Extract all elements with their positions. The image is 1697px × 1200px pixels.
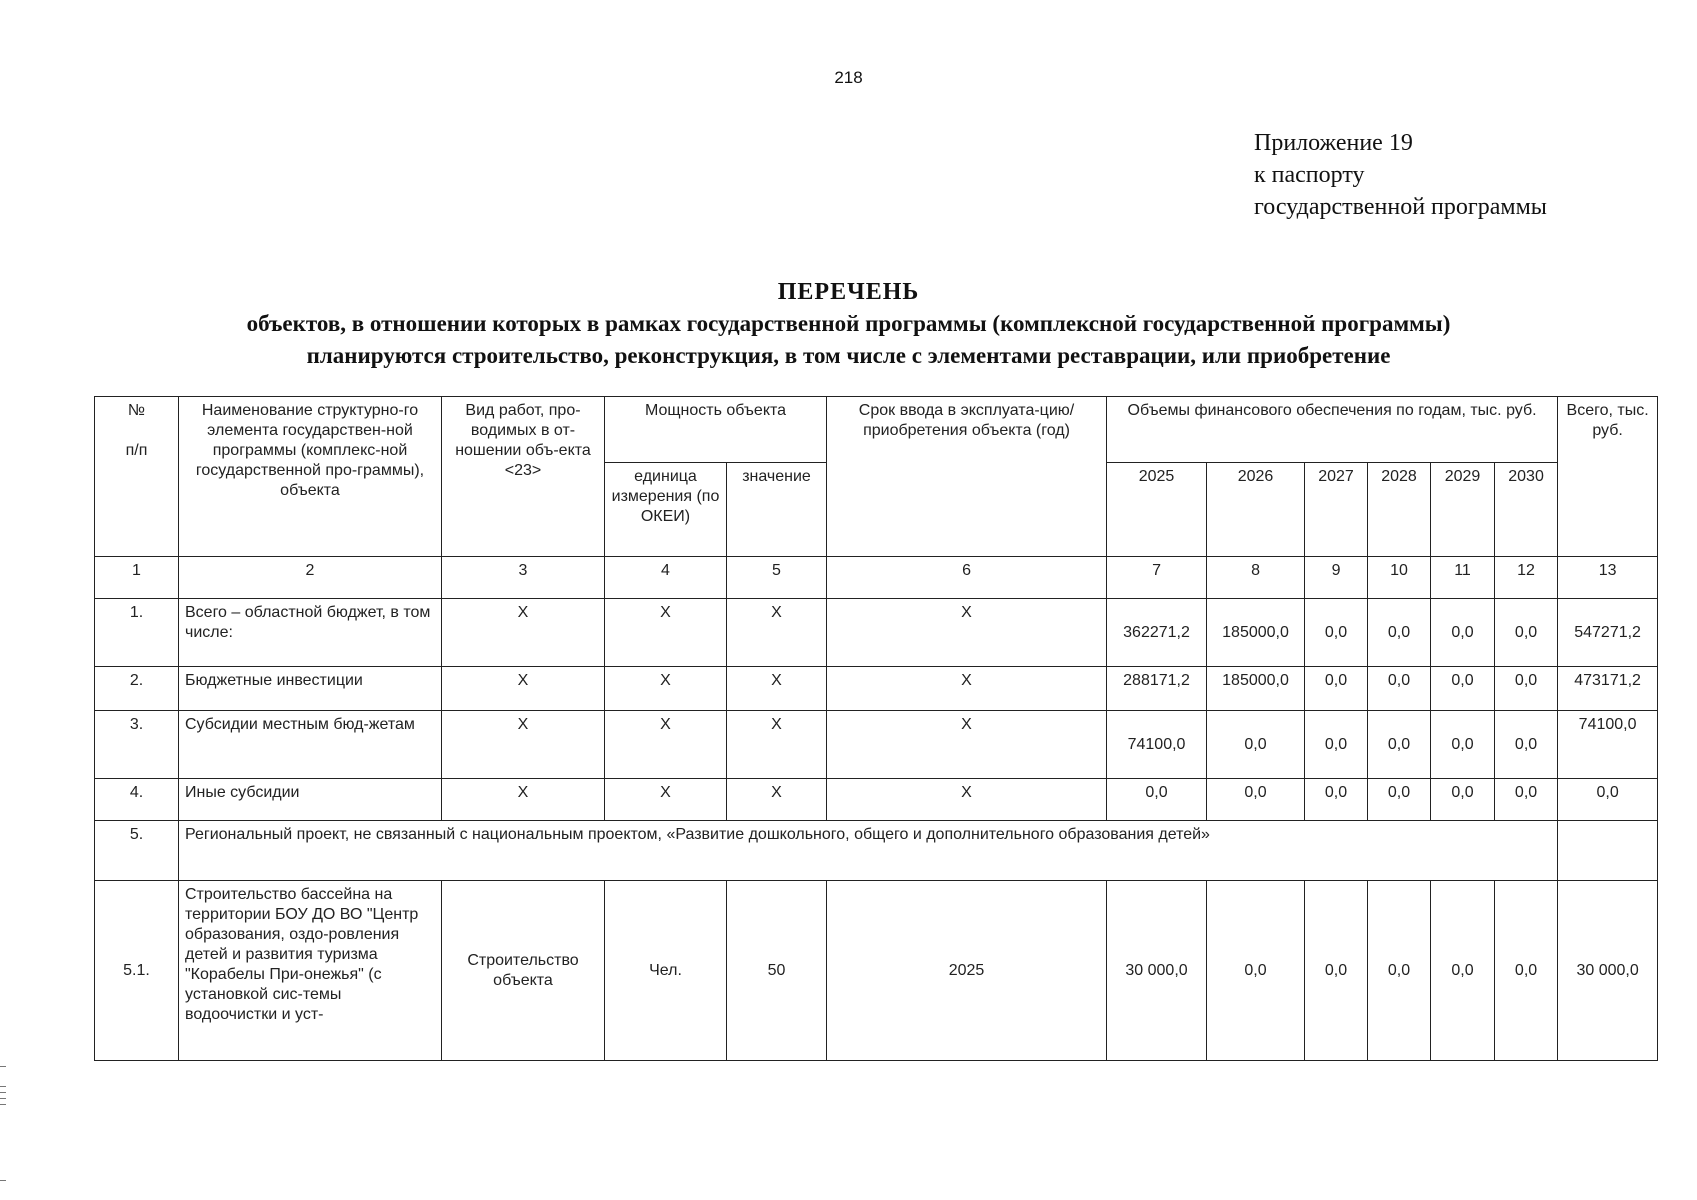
row-name: Строительство бассейна на территории БОУ ДО ВО "Центр образования, оздо-ровления детей и развития туризма "Корабелы При-онежья" (с установкой сис-темы водоочистки и уст- (179, 881, 442, 1061)
header-value: значение (727, 463, 827, 557)
header-year: 2030 (1495, 463, 1558, 557)
row-total: 473171,2 (1558, 667, 1658, 711)
row-value: X (727, 599, 827, 667)
row-year-2025: 362271,2 (1107, 599, 1207, 667)
row-year-2025: 74100,0 (1107, 711, 1207, 779)
row-year-2026: 0,0 (1207, 881, 1305, 1061)
header-total: Всего, тыс. руб. (1558, 397, 1658, 557)
row-unit: X (605, 667, 727, 711)
row-year-2027: 0,0 (1305, 667, 1368, 711)
column-number-row (95, 557, 1658, 599)
header-number: № п/п (95, 397, 179, 557)
row-term: 2025 (827, 881, 1107, 1061)
scan-margin-mark (0, 1104, 6, 1105)
row-work-type: Строительство объекта (442, 881, 605, 1061)
row-name: Иные субсидии (179, 779, 442, 821)
object-row (95, 881, 1658, 1061)
table-row (95, 599, 1658, 667)
project-name: Региональный проект, не связанный с национальным проектом, «Развитие дошкольного, общего и дополнительного образования детей» (179, 821, 1558, 881)
column-number: 1 (95, 557, 179, 599)
row-value: 50 (727, 881, 827, 1061)
table-row (95, 779, 1658, 821)
column-number: 13 (1558, 557, 1658, 599)
row-year-2026: 0,0 (1207, 779, 1305, 821)
appendix-line: к паспорту (1254, 162, 1365, 188)
column-number: 9 (1305, 557, 1368, 599)
row-name: Бюджетные инвестиции (179, 667, 442, 711)
header-year: 2028 (1368, 463, 1431, 557)
row-total: 0,0 (1558, 779, 1658, 821)
row-year-2027: 0,0 (1305, 599, 1368, 667)
header-capacity: Мощность объекта (605, 397, 827, 463)
row-year-2027: 0,0 (1305, 881, 1368, 1061)
row-year-2026: 185000,0 (1207, 667, 1305, 711)
row-number: 5.1. (95, 881, 179, 1061)
header-name: Наименование структурно-го элемента государствен-ной программы (комплекс-ной государственной про-граммы), объекта (179, 397, 442, 557)
page-number: 218 (834, 68, 863, 87)
row-year-2030: 0,0 (1495, 779, 1558, 821)
header-term: Срок ввода в эксплуата-цию/приобретения объекта (год) (827, 397, 1107, 557)
row-year-2027: 0,0 (1305, 711, 1368, 779)
document-title: ПЕРЕЧЕНЬ (777, 279, 920, 305)
project-row (95, 821, 1658, 881)
column-number: 6 (827, 557, 1107, 599)
row-name: Субсидии местным бюд-жетам (179, 711, 442, 779)
table-header-row (95, 397, 1658, 463)
column-number: 4 (605, 557, 727, 599)
table-row (95, 667, 1658, 711)
row-value: X (727, 779, 827, 821)
row-year-2025: 0,0 (1107, 779, 1207, 821)
appendix-note (1254, 127, 1547, 223)
column-number: 2 (179, 557, 442, 599)
header-year: 2029 (1431, 463, 1495, 557)
row-year-2025: 288171,2 (1107, 667, 1207, 711)
row-value: X (727, 711, 827, 779)
row-number: 4. (95, 779, 179, 821)
row-total: 30 000,0 (1558, 881, 1658, 1061)
row-year-2028: 0,0 (1368, 779, 1431, 821)
row-year-2025: 30 000,0 (1107, 881, 1207, 1061)
row-work-type: X (442, 711, 605, 779)
row-unit: X (605, 711, 727, 779)
row-term: X (827, 779, 1107, 821)
row-work-type: X (442, 599, 605, 667)
column-number: 7 (1107, 557, 1207, 599)
row-year-2029: 0,0 (1431, 667, 1495, 711)
row-year-2028: 0,0 (1368, 599, 1431, 667)
row-year-2030: 0,0 (1495, 881, 1558, 1061)
column-number: 3 (442, 557, 605, 599)
row-year-2026: 0,0 (1207, 711, 1305, 779)
document-heading (0, 276, 1697, 372)
column-number: 8 (1207, 557, 1305, 599)
row-year-2030: 0,0 (1495, 667, 1558, 711)
row-year-2029: 0,0 (1431, 881, 1495, 1061)
row-unit: X (605, 779, 727, 821)
row-year-2028: 0,0 (1368, 881, 1431, 1061)
row-year-2028: 0,0 (1368, 667, 1431, 711)
table-row (95, 711, 1658, 779)
row-number: 1. (95, 599, 179, 667)
row-number: 3. (95, 711, 179, 779)
row-year-2029: 0,0 (1431, 779, 1495, 821)
row-year-2030: 0,0 (1495, 599, 1558, 667)
row-year-2026: 185000,0 (1207, 599, 1305, 667)
row-term: X (827, 711, 1107, 779)
scan-margin-mark (0, 1098, 6, 1099)
appendix-line: Приложение 19 (1254, 130, 1413, 156)
document-subtitle-line: планируются строительство, реконструкция, в том числе с элементами реставрации, или приобретение (306, 343, 1391, 368)
row-year-2029: 0,0 (1431, 599, 1495, 667)
row-term: X (827, 667, 1107, 711)
scan-margin-mark (0, 1092, 6, 1093)
scan-margin-mark (0, 1180, 6, 1181)
column-number: 5 (727, 557, 827, 599)
row-name: Всего – областной бюджет, в том числе: (179, 599, 442, 667)
scan-margin-mark (0, 1066, 6, 1067)
row-total: 547271,2 (1558, 599, 1658, 667)
row-work-type: X (442, 667, 605, 711)
row-year-2030: 0,0 (1495, 711, 1558, 779)
row-year-2027: 0,0 (1305, 779, 1368, 821)
row-number: 5. (95, 821, 179, 881)
column-number: 11 (1431, 557, 1495, 599)
row-number: 2. (95, 667, 179, 711)
header-year: 2027 (1305, 463, 1368, 557)
row-value: X (727, 667, 827, 711)
row-unit: X (605, 599, 727, 667)
header-work-type: Вид работ, про-водимых в от-ношении объ-екта <23> (442, 397, 605, 557)
row-work-type: X (442, 779, 605, 821)
row-unit: Чел. (605, 881, 727, 1061)
column-number: 12 (1495, 557, 1558, 599)
document-subtitle-line: объектов, в отношении которых в рамках государственной программы (комплексной государственной программы) (246, 311, 1451, 336)
row-total (1558, 821, 1658, 881)
row-term: X (827, 599, 1107, 667)
header-unit: единица измерения (по ОКЕИ) (605, 463, 727, 557)
scan-margin-mark (0, 1086, 6, 1087)
row-year-2029: 0,0 (1431, 711, 1495, 779)
row-year-2028: 0,0 (1368, 711, 1431, 779)
column-number: 10 (1368, 557, 1431, 599)
appendix-line: государственной программы (1254, 194, 1547, 220)
objects-table (94, 396, 1658, 1061)
header-year: 2025 (1107, 463, 1207, 557)
header-year: 2026 (1207, 463, 1305, 557)
header-funding: Объемы финансового обеспечения по годам, тыс. руб. (1107, 397, 1558, 463)
row-total: 74100,0 (1558, 711, 1658, 779)
